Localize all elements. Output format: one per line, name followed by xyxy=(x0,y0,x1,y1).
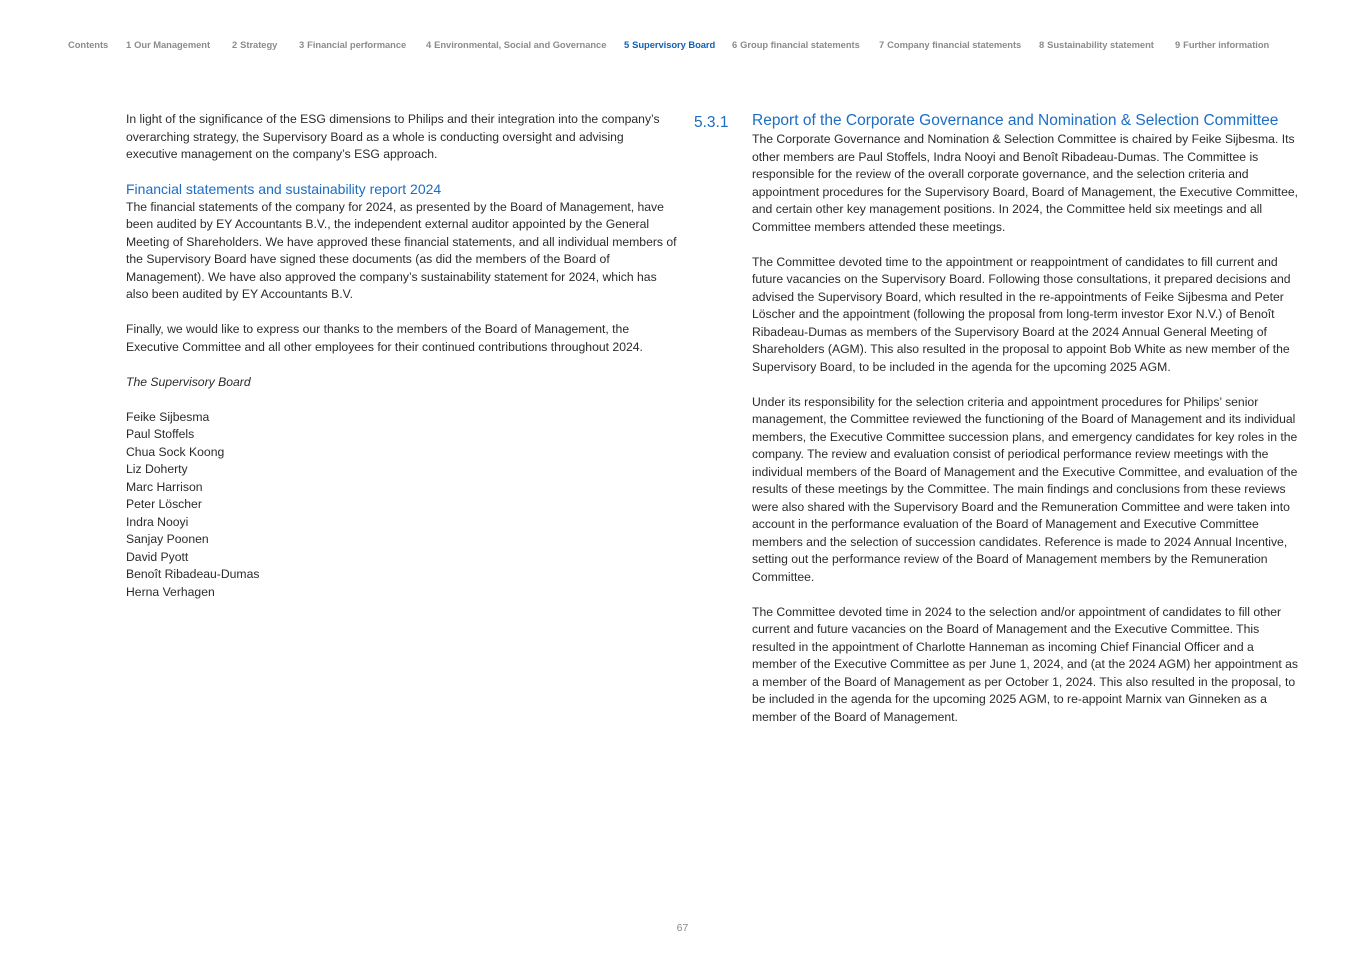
board-member-name: Feike Sijbesma xyxy=(126,409,210,424)
committee-paragraph: The Committee devoted time in 2024 to the selection and/or appointment of candidates to fill other current and future vacancies on the Board of Management and the Executive Committee. This resulted in the appointment of Charlotte Hanneman as incoming Chief Financial Officer and a member of the Executive Committee as per June 1, 2024, and (at the 2024 AGM) her appointment as a member of the Board of Management as per October 1, 2024. This also resulted in the proposal, to be included in the agenda for the upcoming 2025 AGM, to re-appoint Marnix van Ginneken as a member of the Board of Management. xyxy=(752,604,1299,724)
nav-number: 6 xyxy=(732,39,738,50)
board-member-name: Marc Harrison xyxy=(126,479,203,494)
nav-label: Environmental, Social and Governance xyxy=(434,39,607,50)
committee-paragraph: The Committee devoted time to the appointment or reappointment of candidates to fill current and future vacancies on the Supervisory Board. Following those consultations, it prepared decisions and advised the Supervisory Board, which resulted in the re-appointments of Feike Sijbesma and Peter Löscher and the appointment (following the proposal from long-term investor Exor N.V.) of Benoît Ribadeau-Dumas as members of the Supervisory Board at the 2024 Annual General Meeting of Shareholders (AGM). This also resulted in the proposal to appoint Bob White as new member of the Supervisory Board, to be included in the agenda for the upcoming 2025 AGM. xyxy=(752,254,1291,374)
committee-paragraph: The Corporate Governance and Nomination & Selection Committee is chaired by Feike Sijbesma. Its other members are Paul Stoffels, Indra Nooyi and Benoît Ribadeau-Dumas. The Committee is responsible for the review of the overall corporate governance, and the selection criteria and appointment procedures for the Supervisory Board, Board of Management, the Executive Committee, and certain other key management positions. In 2024, the Committee held six meetings and all Committee members attended these meetings. xyxy=(752,132,1299,234)
board-member-list xyxy=(126,409,678,602)
right-column xyxy=(752,111,1300,744)
nav-number: 9 xyxy=(1175,39,1181,50)
nav-label: Strategy xyxy=(240,39,278,50)
board-member-name: Herna Verhagen xyxy=(126,584,215,599)
nav-item-group-financial-statements[interactable] xyxy=(732,39,860,50)
board-member-name: Indra Nooyi xyxy=(126,514,189,529)
nav-number: 7 xyxy=(879,39,885,50)
board-member-name: Benoît Ribadeau-Dumas xyxy=(126,567,260,581)
nav-item-contents[interactable] xyxy=(68,39,108,50)
nav-label: Group financial statements xyxy=(740,39,860,50)
board-member-name: David Pyott xyxy=(126,549,189,564)
nav-number: 8 xyxy=(1039,39,1045,50)
nav-item-company-financial-statements[interactable] xyxy=(879,39,1021,50)
section-title: Report of the Corporate Governance and Nomination & Selection Committee xyxy=(752,112,1279,129)
nav-item-financial-performance[interactable] xyxy=(299,39,406,50)
nav-number: 2 xyxy=(232,39,238,50)
nav-label: Contents xyxy=(68,39,109,50)
board-member-name: Paul Stoffels xyxy=(126,427,195,441)
top-navigation xyxy=(0,39,1365,53)
left-column xyxy=(126,111,678,601)
financial-statements-paragraph: The financial statements of the company for 2024, as presented by the Board of Management, have been audited by EY Accountants B.V., the independent external auditor appointed by the General Meeting of Shareholders. We have approved these financial statements, and all individual members of the Supervisory Board have signed these documents (as did the members of the Board of Management). We have also approved the company’s sustainability statement for 2024, which has also been audited by EY Accountants B.V. xyxy=(126,199,677,301)
signature-line: The Supervisory Board xyxy=(126,374,251,389)
nav-item-further-information[interactable] xyxy=(1175,39,1269,50)
nav-label: Company financial statements xyxy=(887,39,1022,50)
nav-number: 4 xyxy=(426,39,432,50)
nav-label: Further information xyxy=(1183,39,1270,50)
nav-label: Our Management xyxy=(134,39,211,50)
board-member-name: Liz Doherty xyxy=(126,462,188,476)
nav-item-our-management[interactable] xyxy=(126,39,210,50)
board-member-name: Sanjay Poonen xyxy=(126,532,209,546)
board-member-name: Chua Sock Koong xyxy=(126,444,225,459)
committee-paragraph: Under its responsibility for the selection criteria and appointment procedures for Philips’ senior management, the Committee reviewed the functioning of the Board of Management and its individual members, the Executive Committee succession plans, and emergency candidates for key roles in the company. The review and evaluation consist of periodical performance review meetings with the individual members of the Board of Management and the Executive Committee, and evaluation of the results of these meetings by the Committee. The main findings and conclusions from these reviews were also shared with the Supervisory Board and the Remuneration Committee and were taken into account in the performance evaluation of the Board of Management and Executive Committee members and the selection of succession candidates. Reference is made to 2024 Annual Incentive, setting out the performance review of the Board of Management members by the Remuneration Committee. xyxy=(752,394,1298,584)
nav-item-supervisory-board[interactable] xyxy=(624,39,715,50)
nav-label: Sustainability statement xyxy=(1047,39,1154,50)
nav-number: 3 xyxy=(299,39,305,50)
nav-label: Financial performance xyxy=(307,39,407,50)
nav-item-sustainability-statement[interactable] xyxy=(1039,39,1154,50)
nav-number: 5 xyxy=(624,39,630,50)
section-number: 5.3.1 xyxy=(694,114,729,131)
board-member-name: Peter Löscher xyxy=(126,497,202,511)
nav-number: 1 xyxy=(126,39,132,50)
page-number: 67 xyxy=(676,922,689,934)
nav-label: Supervisory Board xyxy=(632,39,716,50)
thanks-paragraph: Finally, we would like to express our thanks to the members of the Board of Management, the Executive Committee and all other employees for their continued contributions throughout 2024. xyxy=(126,322,643,354)
financial-statements-heading: Financial statements and sustainability report 2024 xyxy=(126,181,442,197)
nav-item-strategy[interactable] xyxy=(232,39,277,50)
nav-item-esg[interactable] xyxy=(426,39,606,50)
esg-intro-paragraph: In light of the significance of the ESG dimensions to Philips and their integration into the company’s overarching strategy, the Supervisory Board as a whole is conducting oversight and advising executive management on the company’s ESG approach. xyxy=(126,112,660,161)
